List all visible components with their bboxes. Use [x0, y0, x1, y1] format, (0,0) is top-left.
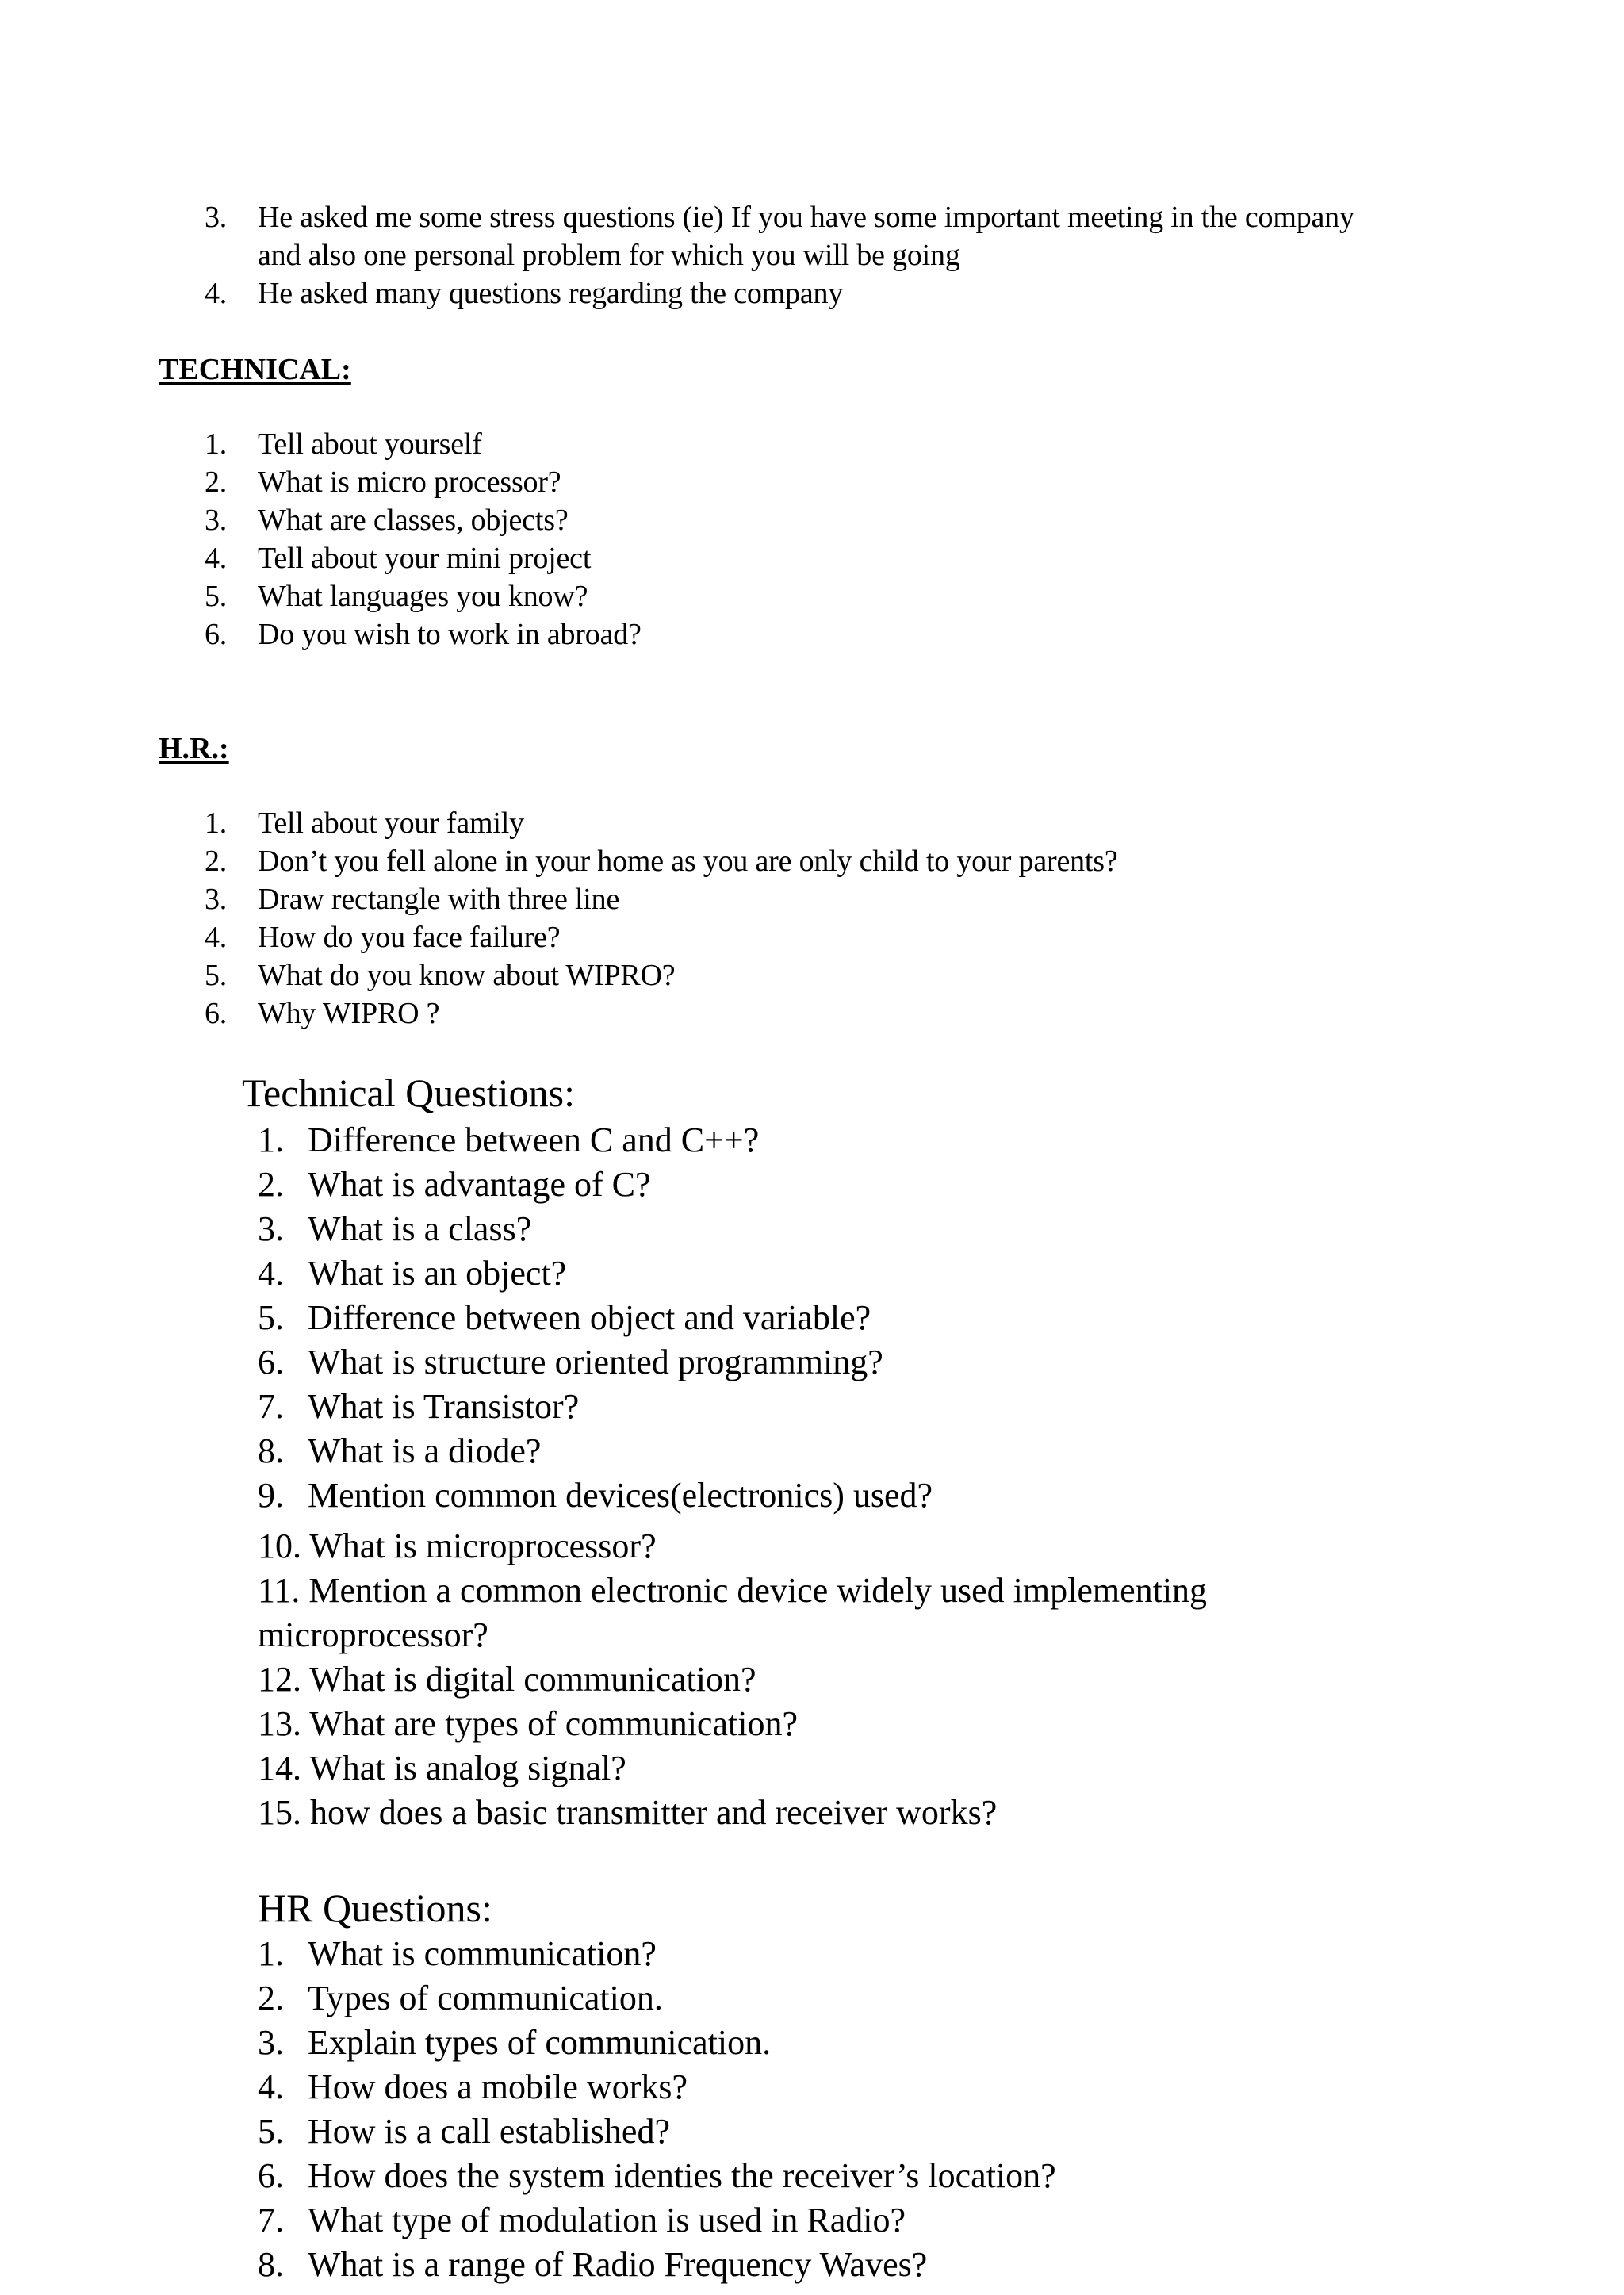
list-text: Mention common devices(electronics) used?	[308, 1476, 933, 1515]
list-number: 6.	[205, 618, 228, 651]
hr-heading: H.R.:	[159, 732, 229, 765]
list-number: 2.	[258, 1165, 284, 1204]
list-number: 3.	[205, 201, 228, 234]
list-number: 2.	[205, 845, 228, 878]
list-text: 14. What is analog signal?	[258, 1749, 626, 1787]
list-text: 15. how does a basic transmitter and receiver works?	[258, 1793, 998, 1832]
list-number: 7.	[258, 2201, 284, 2239]
list-number: 3.	[258, 2023, 284, 2062]
list-text: What is micro processor?	[258, 466, 561, 499]
list-number: 5.	[205, 959, 228, 992]
list-text: What type of modulation is used in Radio?	[308, 2201, 906, 2239]
list-number: 2.	[258, 1979, 284, 2017]
list-number: 5.	[205, 580, 228, 613]
technical-questions-title: Technical Questions:	[242, 1071, 575, 1115]
list-text: He asked many questions regarding the company	[258, 277, 844, 310]
list-number: 3.	[258, 1209, 284, 1248]
list-text: What is a class?	[308, 1209, 532, 1248]
list-text: What is advantage of C?	[308, 1165, 651, 1204]
list-text: 10. What is microprocessor?	[258, 1527, 657, 1565]
list-number: 9.	[258, 1476, 284, 1515]
list-text: Tell about yourself	[258, 427, 482, 461]
list-text: What do you know about WIPRO?	[258, 959, 676, 992]
list-number: 3.	[205, 504, 228, 537]
list-number: 5.	[258, 1298, 284, 1337]
list-number: 4.	[258, 2067, 284, 2106]
list-text: 11. Mention a common electronic device widely used implementing	[258, 1571, 1208, 1610]
list-number: 4.	[258, 1254, 284, 1293]
list-text: What is a range of Radio Frequency Waves?	[308, 2245, 928, 2284]
list-text: Tell about your mini project	[258, 542, 592, 575]
list-number: 6.	[258, 2156, 284, 2195]
list-text: Types of communication.	[308, 1979, 663, 2017]
list-text: and also one personal problem for which you will be going	[258, 239, 960, 272]
technical-heading: TECHNICAL:	[159, 353, 351, 386]
list-number: 5.	[258, 2112, 284, 2151]
list-number: 7.	[258, 1387, 284, 1426]
list-number: 1.	[205, 427, 228, 461]
list-number: 3.	[205, 883, 228, 916]
list-text: What is a diode?	[308, 1431, 542, 1470]
list-text: Don’t you fell alone in your home as you are only child to your parents?	[258, 845, 1118, 878]
list-text: How does the system identies the receiver’s location?	[308, 2156, 1056, 2195]
list-text: Difference between C and C++?	[308, 1121, 760, 1159]
list-text: Difference between object and variable?	[308, 1298, 871, 1337]
list-text: Why WIPRO ?	[258, 997, 440, 1030]
list-text: microprocessor?	[258, 1615, 488, 1654]
list-number: 4.	[205, 921, 228, 954]
list-text: He asked me some stress questions (ie) If you have some important meeting in the company	[258, 201, 1354, 234]
list-number: 8.	[258, 1431, 284, 1470]
list-text: What are classes, objects?	[258, 504, 569, 537]
hr-questions-title: HR Questions:	[258, 1886, 492, 1930]
list-number: 4.	[205, 277, 228, 310]
list-text: What is structure oriented programming?	[308, 1343, 883, 1381]
list-text: What is Transistor?	[308, 1387, 580, 1426]
list-number: 1.	[258, 1121, 284, 1159]
list-text: What is communication?	[308, 1934, 657, 1973]
list-text: 12. What is digital communication?	[258, 1660, 756, 1699]
list-text: Draw rectangle with three line	[258, 883, 620, 916]
list-text: How is a call established?	[308, 2112, 670, 2151]
list-text: How does a mobile works?	[308, 2067, 688, 2106]
list-text: Do you wish to work in abroad?	[258, 618, 642, 651]
list-number: 4.	[205, 542, 228, 575]
list-text: Tell about your family	[258, 807, 524, 840]
list-text: What languages you know?	[258, 580, 588, 613]
list-text: Explain types of communication.	[308, 2023, 772, 2062]
list-text: How do you face failure?	[258, 921, 561, 954]
list-number: 6.	[205, 997, 228, 1030]
list-text: What is an object?	[308, 1254, 567, 1293]
list-number: 6.	[258, 1343, 284, 1381]
list-number: 1.	[205, 807, 228, 840]
list-number: 8.	[258, 2245, 284, 2284]
list-number: 2.	[205, 466, 228, 499]
list-number: 1.	[258, 1934, 284, 1973]
list-text: 13. What are types of communication?	[258, 1704, 798, 1743]
